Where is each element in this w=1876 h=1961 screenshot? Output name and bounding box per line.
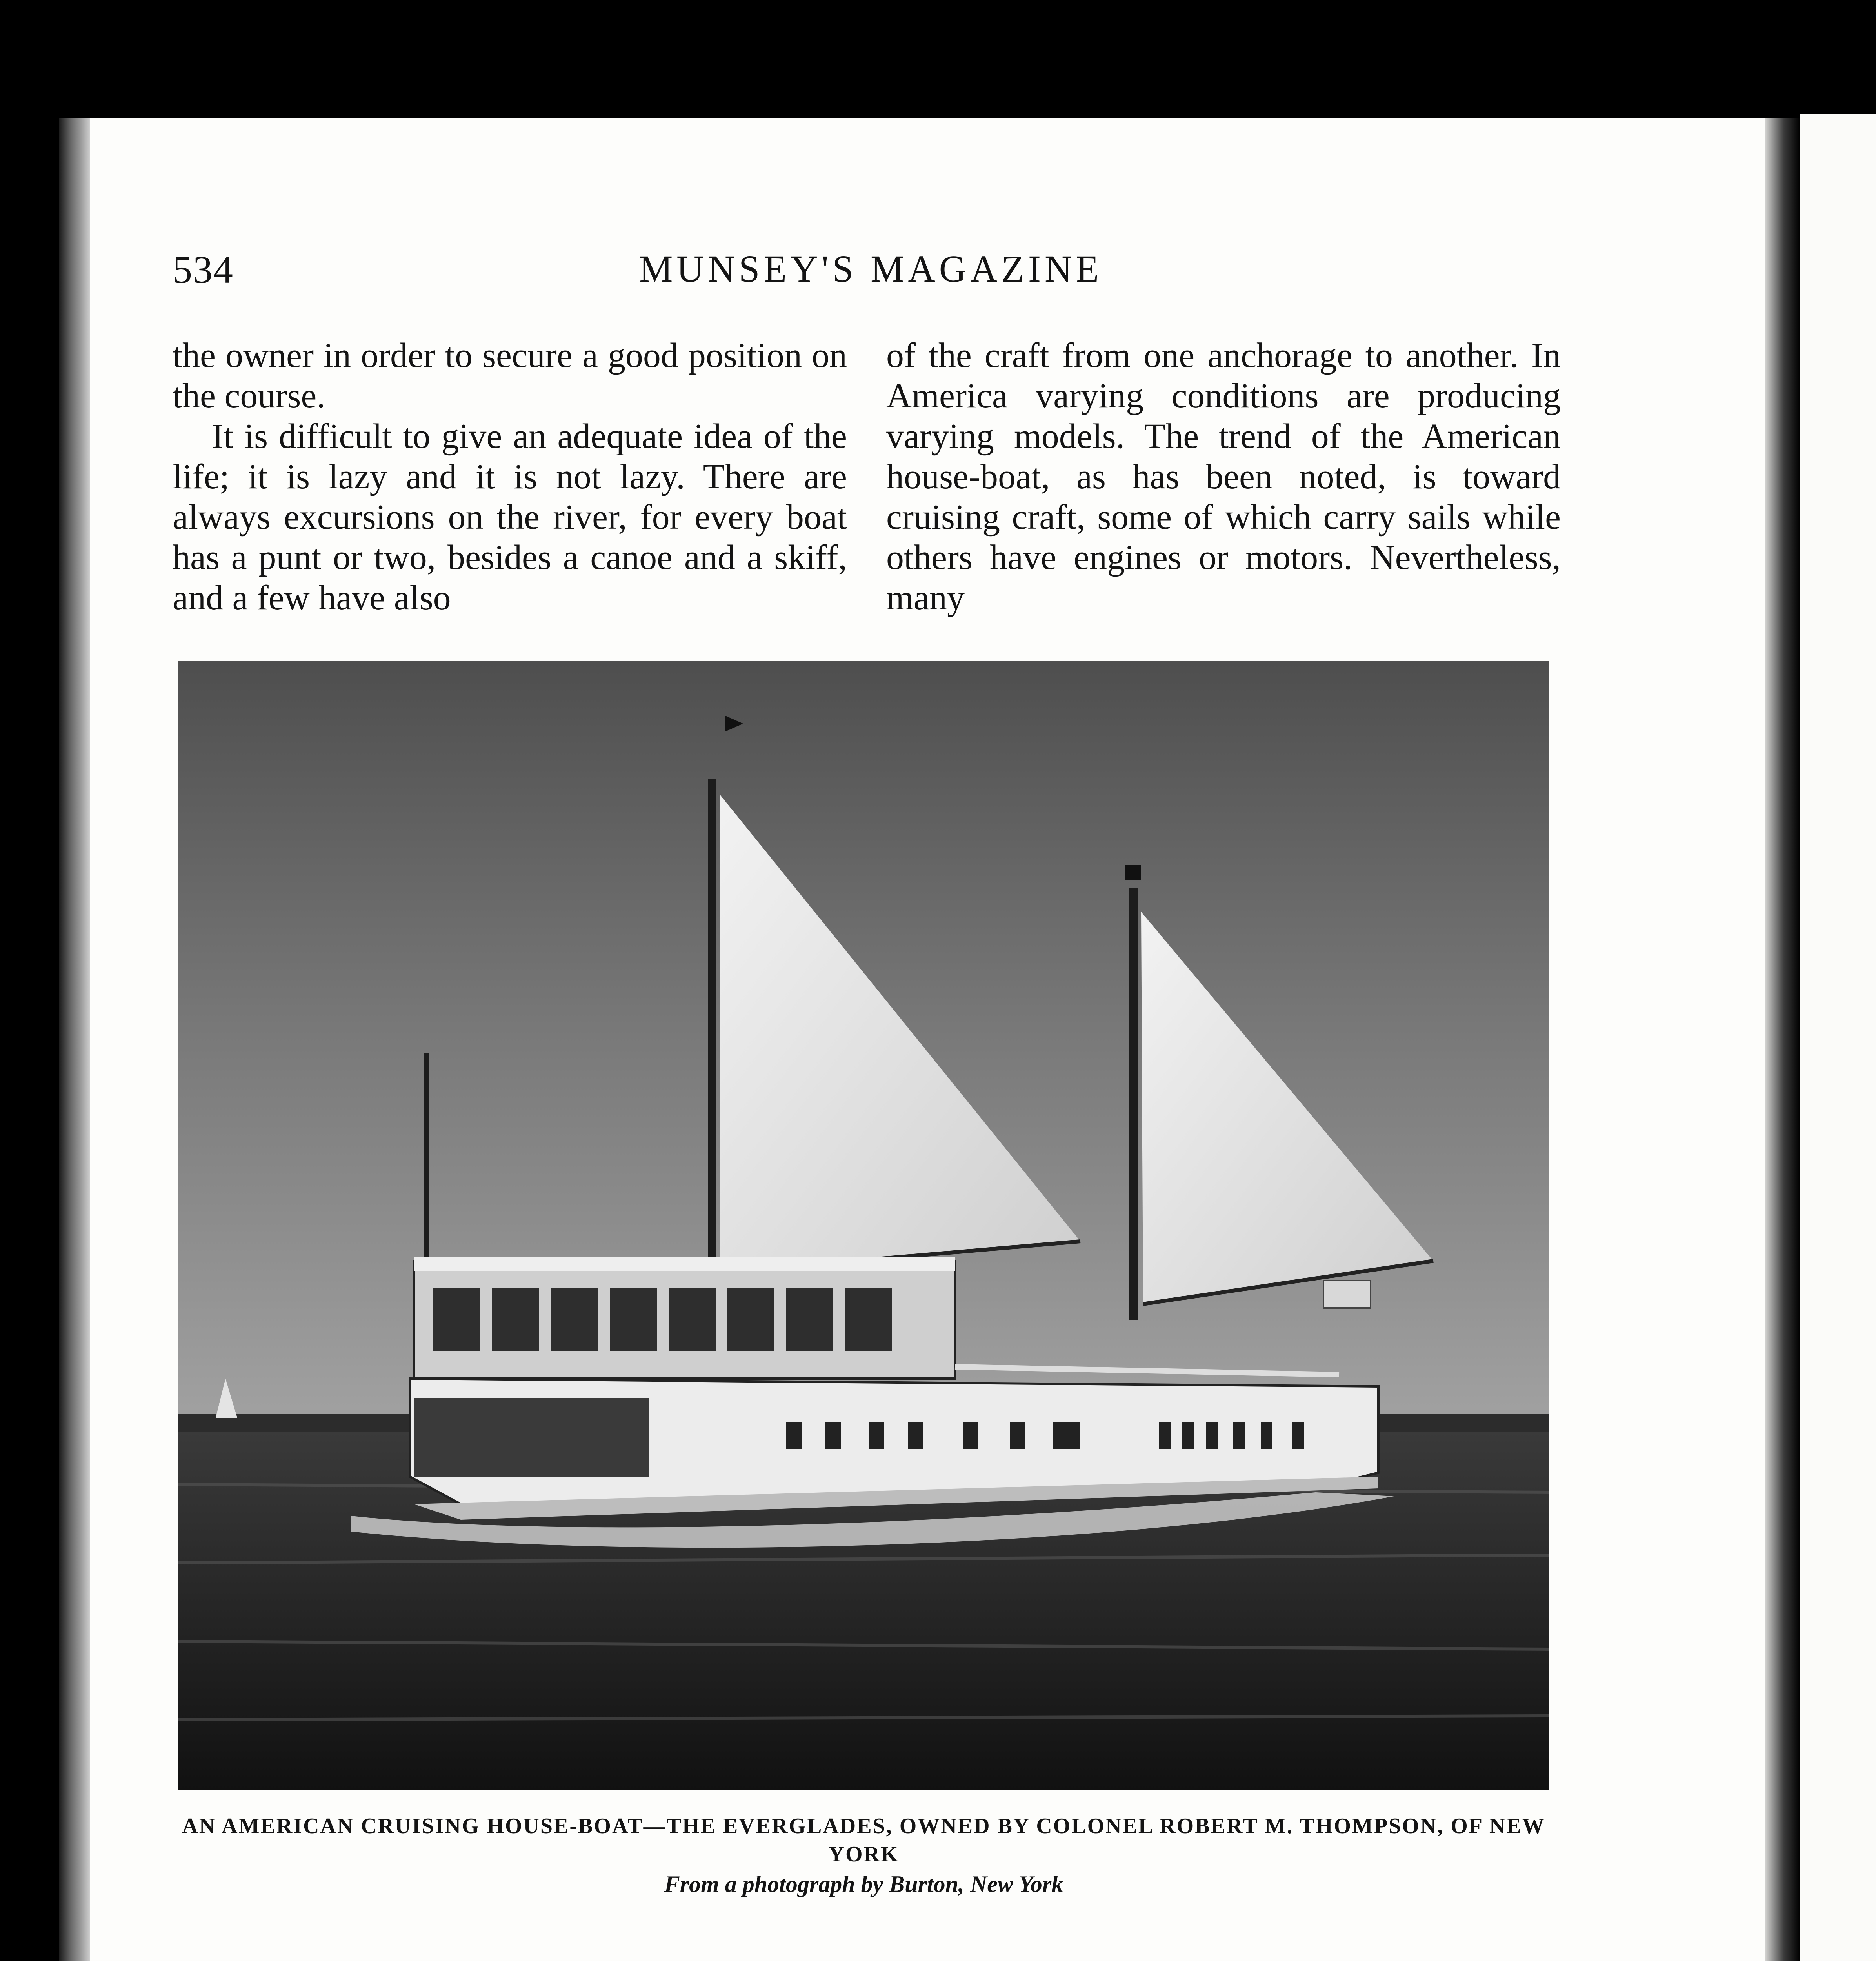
paragraph: of the craft from one anchorage to another. In America varying conditions are producing varying models. The trend of the American house-boat, as has been noted, is toward cruising craft, some of which carry sails while others have engines or motors. Nevertheless, many [886,336,1561,617]
left-page-edge [59,118,90,1961]
photo-caption: AN AMERICAN CRUISING HOUSE-BOAT—THE EVERGLADES, OWNED BY COLONEL ROBERT M. THOMPSON, OF NEW YORK [182,1814,1545,1866]
top-left-column [173,335,847,618]
running-head: MUNSEY'S MAGAZINE [639,248,1103,290]
houseboat-photograph [178,661,1549,1790]
facing-page-edge [1800,114,1876,1961]
page-number: 534 [173,248,234,291]
mizzen-mast [1129,888,1138,1320]
magazine-page [90,118,1765,1961]
paragraph: the owner in order to secure a good position on the course. [173,336,847,415]
paragraph: It is difficult to give an adequate idea of the life; it is lazy and it is not lazy. There are always excursions on the river, for every boat has a punt or two, besides a canoe and a skiff, and a few have also [173,417,847,617]
gutter-shadow [1765,118,1800,1961]
top-right-column [886,335,1561,618]
main-mast [708,779,716,1308]
photo-credit: From a photograph by Burton, New York [664,1871,1063,1897]
